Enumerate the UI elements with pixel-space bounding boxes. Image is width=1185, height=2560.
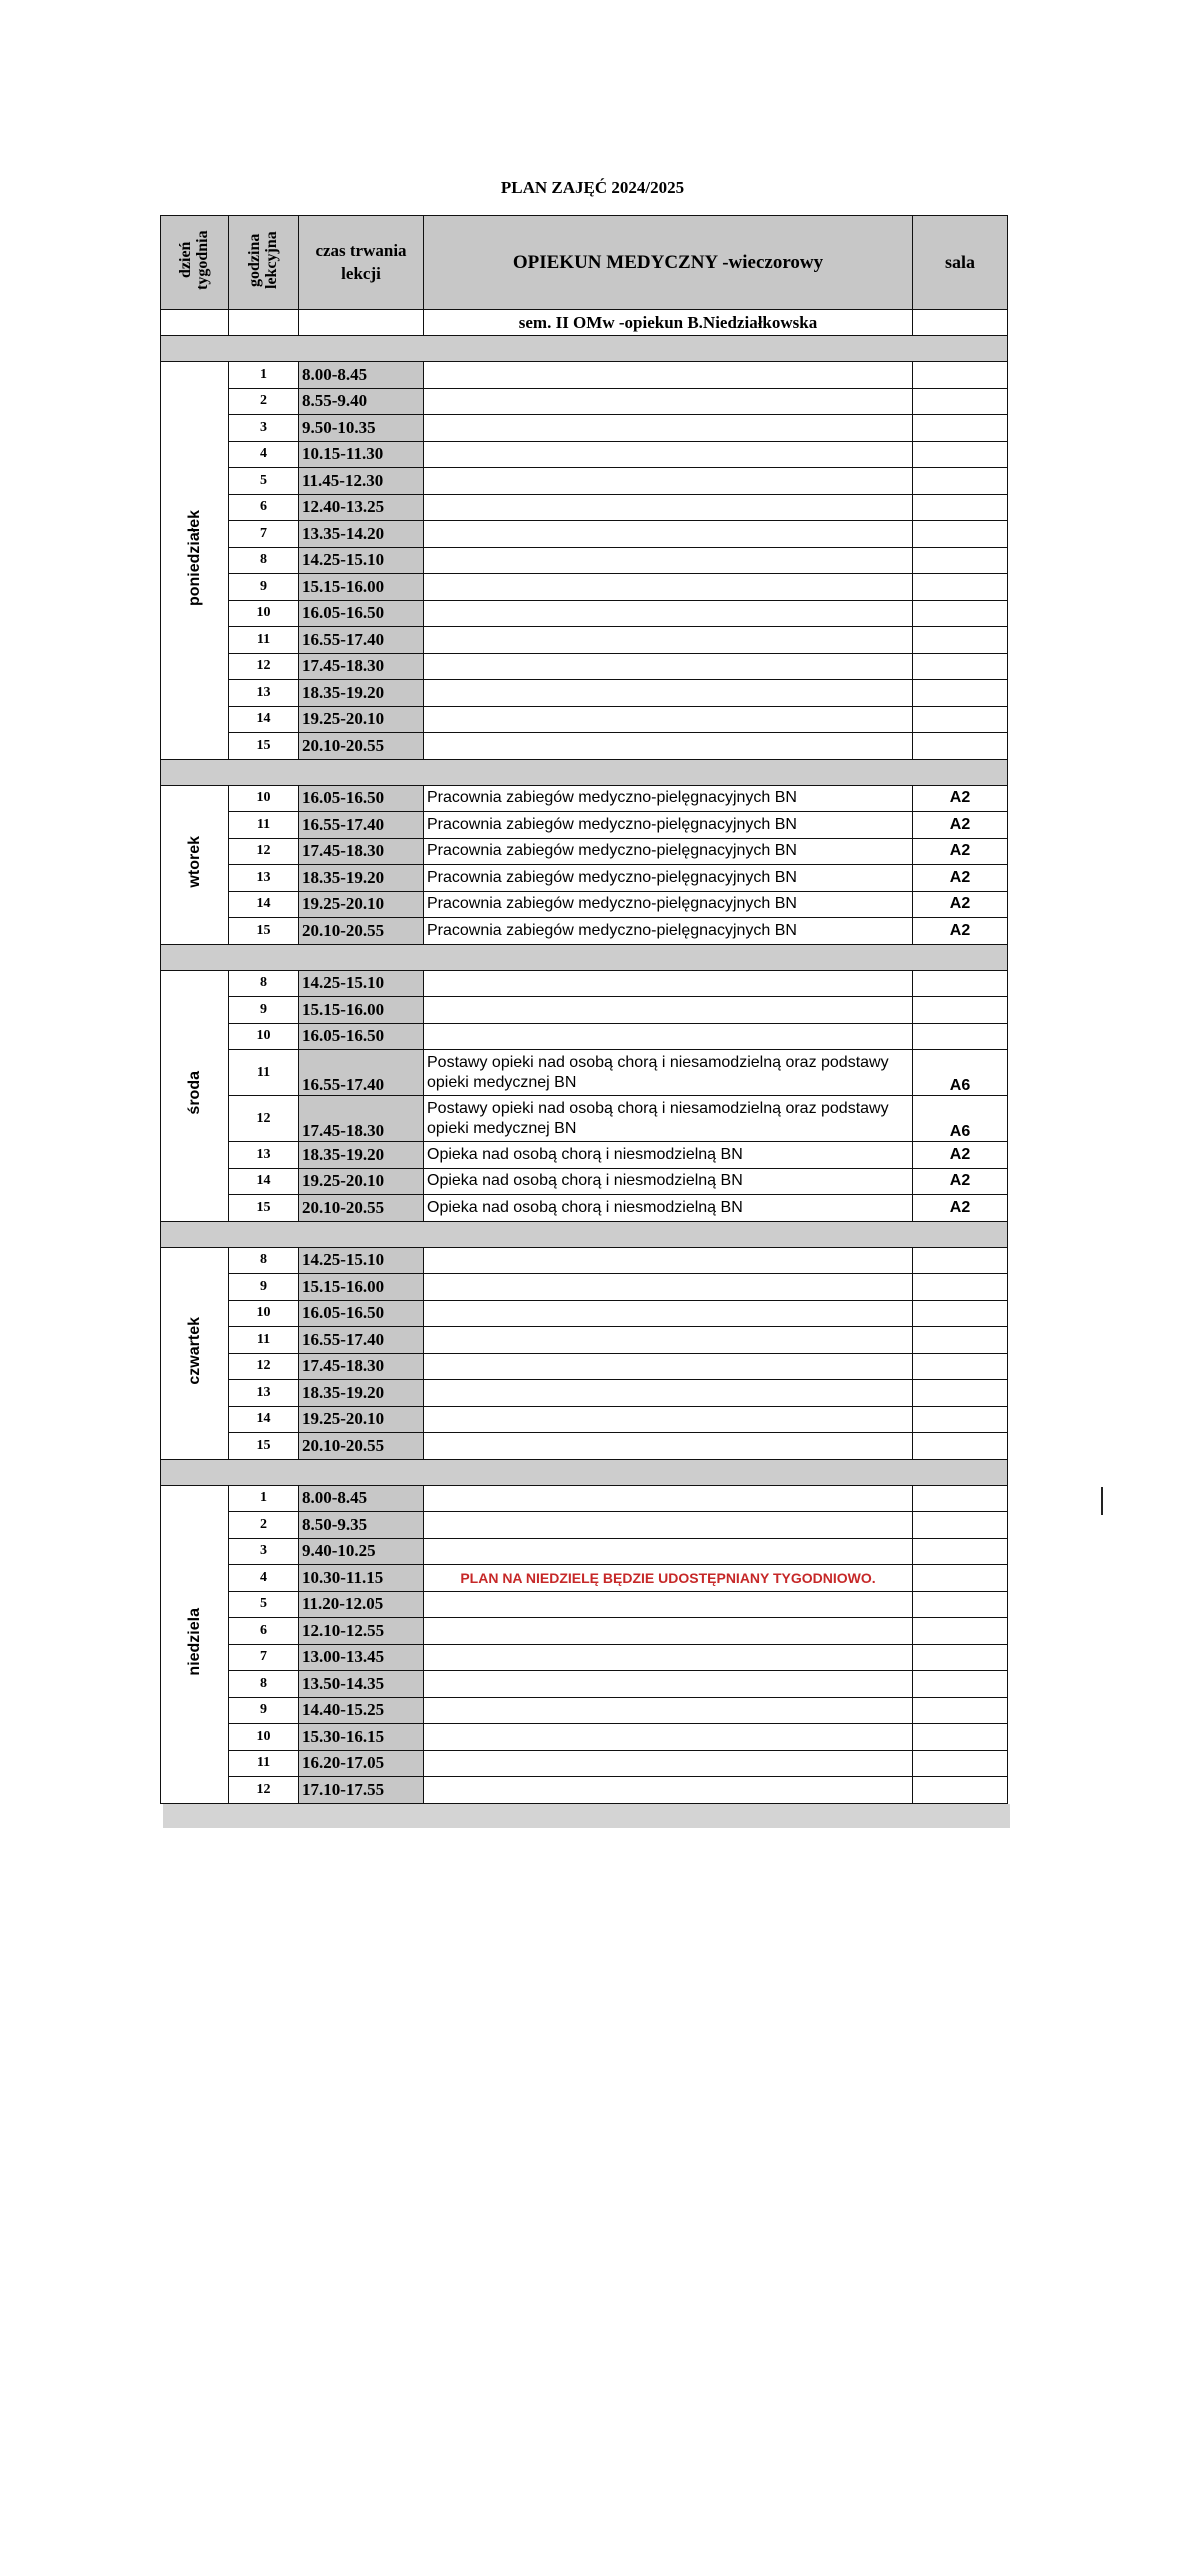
lesson-subject <box>424 1380 913 1407</box>
lesson-time: 9.50-10.35 <box>299 415 424 442</box>
lesson-time: 17.45-18.30 <box>299 1353 424 1380</box>
lesson-subject <box>424 1697 913 1724</box>
table-row <box>161 1512 1008 1539</box>
table-row <box>161 1724 1008 1751</box>
lesson-room <box>913 1697 1008 1724</box>
lesson-room <box>913 388 1008 415</box>
lesson-subject <box>424 1353 913 1380</box>
table-row <box>161 1247 1008 1274</box>
lesson-subject <box>424 680 913 707</box>
text-cursor-mark <box>1101 1487 1103 1515</box>
day-separator <box>161 1221 1008 1247</box>
lesson-number: 7 <box>229 1644 299 1671</box>
schedule-table <box>160 215 1008 1804</box>
header-room: sala <box>913 216 1008 310</box>
lesson-time: 16.05-16.50 <box>299 600 424 627</box>
table-row <box>161 997 1008 1024</box>
table-row <box>161 1142 1008 1169</box>
lesson-room <box>913 997 1008 1024</box>
lesson-subject: Pracownia zabiegów medyczno-pielęgnacyjnych BN <box>424 838 913 865</box>
lesson-number: 8 <box>229 1671 299 1698</box>
table-row <box>161 521 1008 548</box>
lesson-number: 12 <box>229 1777 299 1804</box>
lesson-number: 6 <box>229 1618 299 1645</box>
lesson-number: 11 <box>229 1327 299 1354</box>
lesson-room <box>913 1777 1008 1804</box>
lesson-time: 20.10-20.55 <box>299 1195 424 1222</box>
lesson-number: 10 <box>229 785 299 812</box>
lesson-number: 14 <box>229 706 299 733</box>
lesson-number: 6 <box>229 494 299 521</box>
lesson-subject <box>424 627 913 654</box>
lesson-room <box>913 547 1008 574</box>
day-name-cell <box>161 1247 229 1459</box>
lesson-number: 14 <box>229 891 299 918</box>
lesson-number: 4 <box>229 1565 299 1592</box>
lesson-room <box>913 680 1008 707</box>
lesson-time: 8.50-9.35 <box>299 1512 424 1539</box>
semester-label: sem. II OMw -opiekun B.Niedziałkowska <box>424 310 913 336</box>
lesson-time: 12.10-12.55 <box>299 1618 424 1645</box>
lesson-time: 18.35-19.20 <box>299 1380 424 1407</box>
lesson-time: 13.35-14.20 <box>299 521 424 548</box>
table-row <box>161 1485 1008 1512</box>
lesson-room <box>913 1591 1008 1618</box>
lesson-number: 12 <box>229 1096 299 1142</box>
lesson-number: 10 <box>229 1023 299 1050</box>
lesson-number: 15 <box>229 1195 299 1222</box>
table-row <box>161 547 1008 574</box>
lesson-number: 10 <box>229 1724 299 1751</box>
lesson-time: 15.30-16.15 <box>299 1724 424 1751</box>
lesson-time: 8.00-8.45 <box>299 362 424 389</box>
lesson-time: 18.35-19.20 <box>299 865 424 892</box>
lesson-subject <box>424 1274 913 1301</box>
lesson-number: 15 <box>229 1433 299 1460</box>
page-title: PLAN ZAJĘĆ 2024/2025 <box>500 178 685 197</box>
table-row <box>161 970 1008 997</box>
day-name-cell <box>161 362 229 760</box>
lesson-number: 14 <box>229 1168 299 1195</box>
lesson-room <box>913 733 1008 760</box>
lesson-time: 11.20-12.05 <box>299 1591 424 1618</box>
lesson-time: 16.55-17.40 <box>299 812 424 839</box>
lesson-room <box>913 494 1008 521</box>
lesson-time: 10.30-11.15 <box>299 1565 424 1592</box>
header-duration: czas trwania lekcji <box>299 216 424 310</box>
semester-row <box>161 310 1008 336</box>
table-row <box>161 1750 1008 1777</box>
table-row <box>161 1300 1008 1327</box>
lesson-subject <box>424 970 913 997</box>
lesson-time: 16.55-17.40 <box>299 627 424 654</box>
lesson-time: 19.25-20.10 <box>299 1406 424 1433</box>
lesson-number: 11 <box>229 1050 299 1096</box>
day-name: środa <box>185 1071 203 1115</box>
lesson-subject <box>424 1750 913 1777</box>
lesson-time: 15.15-16.00 <box>299 1274 424 1301</box>
lesson-room: A2 <box>913 865 1008 892</box>
lesson-subject <box>424 733 913 760</box>
day-name: czwartek <box>185 1316 203 1385</box>
lesson-subject <box>424 415 913 442</box>
lesson-room <box>913 1327 1008 1354</box>
table-row <box>161 1591 1008 1618</box>
lesson-time: 14.25-15.10 <box>299 547 424 574</box>
lesson-number: 11 <box>229 1750 299 1777</box>
lesson-time: 14.40-15.25 <box>299 1697 424 1724</box>
lesson-number: 12 <box>229 838 299 865</box>
lesson-time: 16.20-17.05 <box>299 1750 424 1777</box>
table-row <box>161 1697 1008 1724</box>
lesson-subject: Pracownia zabiegów medyczno-pielęgnacyjnych BN <box>424 785 913 812</box>
lesson-time: 19.25-20.10 <box>299 706 424 733</box>
table-row <box>161 1380 1008 1407</box>
lesson-time: 20.10-20.55 <box>299 733 424 760</box>
lesson-subject <box>424 574 913 601</box>
lesson-subject: Opieka nad osobą chorą i niesmodzielną BN <box>424 1195 913 1222</box>
lesson-time: 16.55-17.40 <box>299 1327 424 1354</box>
lesson-number: 2 <box>229 388 299 415</box>
lesson-time: 17.45-18.30 <box>299 1096 424 1142</box>
lesson-room <box>913 468 1008 495</box>
table-row <box>161 891 1008 918</box>
lesson-number: 11 <box>229 812 299 839</box>
lesson-number: 8 <box>229 547 299 574</box>
table-row <box>161 441 1008 468</box>
lesson-subject <box>424 653 913 680</box>
day-name: poniedziałek <box>185 509 203 606</box>
table-row <box>161 1168 1008 1195</box>
lesson-room <box>913 362 1008 389</box>
lesson-subject <box>424 706 913 733</box>
lesson-number: 4 <box>229 441 299 468</box>
lesson-time: 19.25-20.10 <box>299 891 424 918</box>
table-row <box>161 1050 1008 1096</box>
table-row <box>161 1023 1008 1050</box>
lesson-number: 8 <box>229 970 299 997</box>
lesson-subject <box>424 1247 913 1274</box>
lesson-time: 14.25-15.10 <box>299 970 424 997</box>
lesson-room: A2 <box>913 1142 1008 1169</box>
lesson-number: 5 <box>229 468 299 495</box>
table-row <box>161 680 1008 707</box>
table-row <box>161 600 1008 627</box>
lesson-subject: Pracownia zabiegów medyczno-pielęgnacyjnych BN <box>424 891 913 918</box>
lesson-subject <box>424 600 913 627</box>
lesson-subject <box>424 1591 913 1618</box>
table-row <box>161 838 1008 865</box>
lesson-room <box>913 1380 1008 1407</box>
lesson-room <box>913 1485 1008 1512</box>
day-separator <box>161 336 1008 362</box>
lesson-room <box>913 415 1008 442</box>
table-row <box>161 388 1008 415</box>
lesson-time: 11.45-12.30 <box>299 468 424 495</box>
table-row <box>161 627 1008 654</box>
day-name-cell <box>161 785 229 944</box>
lesson-subject <box>424 521 913 548</box>
lesson-subject <box>424 1485 913 1512</box>
lesson-time: 13.50-14.35 <box>299 1671 424 1698</box>
lesson-time: 16.05-16.50 <box>299 1300 424 1327</box>
lesson-room <box>913 1644 1008 1671</box>
lesson-room <box>913 653 1008 680</box>
lesson-subject <box>424 388 913 415</box>
lesson-room: A2 <box>913 785 1008 812</box>
lesson-subject <box>424 1724 913 1751</box>
table-row <box>161 1274 1008 1301</box>
bottom-shade-bar <box>163 1804 1010 1828</box>
lesson-time: 14.25-15.10 <box>299 1247 424 1274</box>
table-row <box>161 1671 1008 1698</box>
lesson-room: A6 <box>913 1050 1008 1096</box>
lesson-time: 19.25-20.10 <box>299 1168 424 1195</box>
lesson-time: 15.15-16.00 <box>299 574 424 601</box>
table-row <box>161 1406 1008 1433</box>
table-row <box>161 415 1008 442</box>
lesson-room <box>913 1433 1008 1460</box>
lesson-room <box>913 970 1008 997</box>
lesson-subject <box>424 1644 913 1671</box>
lesson-subject <box>424 1023 913 1050</box>
lesson-time: 20.10-20.55 <box>299 918 424 945</box>
table-row <box>161 1327 1008 1354</box>
lesson-time: 18.35-19.20 <box>299 1142 424 1169</box>
lesson-subject <box>424 468 913 495</box>
lesson-number: 10 <box>229 600 299 627</box>
lesson-room <box>913 1406 1008 1433</box>
table-row <box>161 574 1008 601</box>
lesson-number: 9 <box>229 1274 299 1301</box>
lesson-room: A2 <box>913 1195 1008 1222</box>
lesson-subject <box>424 1433 913 1460</box>
lesson-subject <box>424 1538 913 1565</box>
lesson-number: 1 <box>229 362 299 389</box>
lesson-time: 8.00-8.45 <box>299 1485 424 1512</box>
table-row <box>161 785 1008 812</box>
lesson-room <box>913 1538 1008 1565</box>
lesson-time: 16.55-17.40 <box>299 1050 424 1096</box>
lesson-number: 13 <box>229 680 299 707</box>
lesson-subject: Postawy opieki nad osobą chorą i niesamodzielną oraz podstawy opieki medycznej BN <box>424 1050 913 1096</box>
table-row <box>161 1433 1008 1460</box>
lesson-time: 8.55-9.40 <box>299 388 424 415</box>
lesson-number: 14 <box>229 1406 299 1433</box>
lesson-room: A2 <box>913 812 1008 839</box>
lesson-subject <box>424 441 913 468</box>
lesson-time: 16.05-16.50 <box>299 785 424 812</box>
lesson-number: 3 <box>229 1538 299 1565</box>
lesson-room <box>913 1300 1008 1327</box>
lesson-subject <box>424 1671 913 1698</box>
lesson-room <box>913 1353 1008 1380</box>
lesson-subject <box>424 1618 913 1645</box>
lesson-room: A2 <box>913 918 1008 945</box>
lesson-subject: Opieka nad osobą chorą i niesmodzielną BN <box>424 1168 913 1195</box>
lesson-subject <box>424 1406 913 1433</box>
lesson-room <box>913 706 1008 733</box>
table-row <box>161 812 1008 839</box>
lesson-number: 13 <box>229 1142 299 1169</box>
lesson-number: 11 <box>229 627 299 654</box>
header-hour: godzina lekcyjna <box>229 216 299 310</box>
table-row <box>161 494 1008 521</box>
lesson-time: 17.45-18.30 <box>299 653 424 680</box>
lesson-number: 9 <box>229 574 299 601</box>
lesson-subject <box>424 1777 913 1804</box>
lesson-number: 5 <box>229 1591 299 1618</box>
lesson-time: 17.45-18.30 <box>299 838 424 865</box>
lesson-time: 18.35-19.20 <box>299 680 424 707</box>
lesson-number: 15 <box>229 918 299 945</box>
lesson-room <box>913 1724 1008 1751</box>
day-name: niedziela <box>185 1607 203 1676</box>
day-name-cell <box>161 970 229 1221</box>
lesson-room <box>913 574 1008 601</box>
table-row <box>161 1195 1008 1222</box>
lesson-time: 17.10-17.55 <box>299 1777 424 1804</box>
lesson-number: 9 <box>229 997 299 1024</box>
day-separator <box>161 1459 1008 1485</box>
header-row <box>161 216 1008 310</box>
lesson-room <box>913 521 1008 548</box>
lesson-room <box>913 441 1008 468</box>
lesson-number: 10 <box>229 1300 299 1327</box>
day-separator <box>161 944 1008 970</box>
header-program: OPIEKUN MEDYCZNY -wieczorowy <box>424 216 913 310</box>
lesson-subject: Pracownia zabiegów medyczno-pielęgnacyjnych BN <box>424 918 913 945</box>
table-row <box>161 1777 1008 1804</box>
table-row <box>161 1353 1008 1380</box>
table-row <box>161 362 1008 389</box>
table-row <box>161 733 1008 760</box>
lesson-room <box>913 1750 1008 1777</box>
table-row <box>161 1644 1008 1671</box>
lesson-time: 9.40-10.25 <box>299 1538 424 1565</box>
lesson-subject <box>424 1300 913 1327</box>
header-day: dzień tygodnia <box>161 216 229 310</box>
lesson-room: A2 <box>913 891 1008 918</box>
lesson-room: A2 <box>913 838 1008 865</box>
lesson-number: 15 <box>229 733 299 760</box>
day-separator <box>161 759 1008 785</box>
lesson-subject <box>424 362 913 389</box>
table-row <box>161 1565 1008 1592</box>
table-row <box>161 468 1008 495</box>
lesson-number: 8 <box>229 1247 299 1274</box>
lesson-room <box>913 627 1008 654</box>
day-name-cell <box>161 1485 229 1803</box>
lesson-room <box>913 1247 1008 1274</box>
lesson-room <box>913 1512 1008 1539</box>
lesson-number: 3 <box>229 415 299 442</box>
lesson-subject <box>424 494 913 521</box>
lesson-room: A2 <box>913 1168 1008 1195</box>
lesson-time: 13.00-13.45 <box>299 1644 424 1671</box>
lesson-time: 10.15-11.30 <box>299 441 424 468</box>
lesson-time: 16.05-16.50 <box>299 1023 424 1050</box>
lesson-number: 12 <box>229 653 299 680</box>
table-row <box>161 1538 1008 1565</box>
table-row <box>161 1096 1008 1142</box>
lesson-subject <box>424 1512 913 1539</box>
lesson-number: 13 <box>229 1380 299 1407</box>
lesson-time: 12.40-13.25 <box>299 494 424 521</box>
lesson-number: 13 <box>229 865 299 892</box>
lesson-subject: Pracownia zabiegów medyczno-pielęgnacyjnych BN <box>424 865 913 892</box>
lesson-number: 9 <box>229 1697 299 1724</box>
lesson-room <box>913 1274 1008 1301</box>
lesson-room: A6 <box>913 1096 1008 1142</box>
lesson-room <box>913 1565 1008 1592</box>
sunday-notice: PLAN NA NIEDZIELĘ BĘDZIE UDOSTĘPNIANY TYGODNIOWO. <box>424 1565 913 1592</box>
lesson-room <box>913 1023 1008 1050</box>
day-name: wtorek <box>185 836 203 888</box>
lesson-room <box>913 1618 1008 1645</box>
lesson-room <box>913 1671 1008 1698</box>
lesson-number: 2 <box>229 1512 299 1539</box>
table-row <box>161 706 1008 733</box>
lesson-subject <box>424 547 913 574</box>
lesson-subject <box>424 1327 913 1354</box>
lesson-time: 20.10-20.55 <box>299 1433 424 1460</box>
lesson-number: 7 <box>229 521 299 548</box>
lesson-time: 15.15-16.00 <box>299 997 424 1024</box>
lesson-subject: Postawy opieki nad osobą chorą i niesamodzielną oraz podstawy opieki medycznej BN <box>424 1096 913 1142</box>
table-row <box>161 653 1008 680</box>
lesson-number: 1 <box>229 1485 299 1512</box>
lesson-room <box>913 600 1008 627</box>
table-row <box>161 1618 1008 1645</box>
table-row <box>161 865 1008 892</box>
table-row <box>161 918 1008 945</box>
lesson-subject: Pracownia zabiegów medyczno-pielęgnacyjnych BN <box>424 812 913 839</box>
lesson-subject <box>424 997 913 1024</box>
lesson-number: 12 <box>229 1353 299 1380</box>
lesson-subject: Opieka nad osobą chorą i niesmodzielną BN <box>424 1142 913 1169</box>
